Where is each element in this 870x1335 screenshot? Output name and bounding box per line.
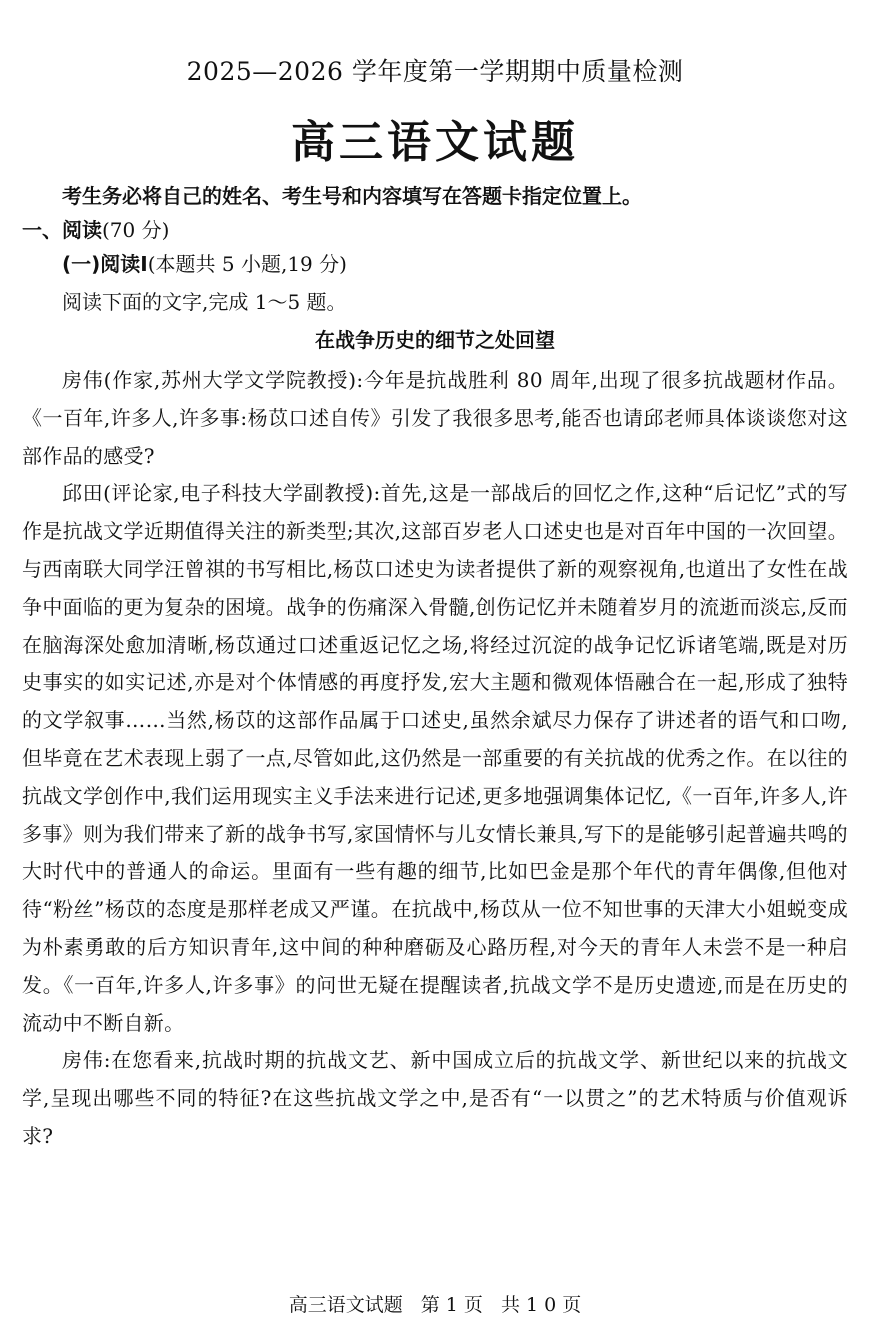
footer-exam-name: 高三语文试题 [288,1294,403,1316]
subsection-detail: (本题共 5 小题,19 分) [147,252,347,276]
reading-instruction: 阅读下面的文字,完成 1～5 题。 [62,290,347,314]
section-score: (70 分) [102,218,170,242]
subsection-heading [22,248,848,286]
footer-page-number: 第 1 页 [420,1294,483,1316]
article-title: 在战争历史的细节之处回望 [315,328,555,352]
footer-total-pages: 共 1 0 页 [500,1294,582,1316]
page-footer [0,1290,870,1317]
section-heading [22,214,848,248]
candidate-notice: 考生务必将自己的姓名、考生号和内容填写在答题卡指定位置上。 [62,184,642,208]
article-paragraph: 房伟:在您看来,抗战时期的抗战文艺、新中国成立后的抗战文学、新世纪以来的抗战文学,呈现出哪些不同的特征?在这些抗战文学之中,是否有“一以贯之”的艺术特质与价值观诉求? [22,1048,848,1148]
article-paragraph: 邱田(评论家,电子科技大学副教授):首先,这是一部战后的回忆之作,这种“后记忆”式的写作是抗战文学近期值得关注的新类型;其次,这部百岁老人口述史也是对百年中国的一次回望。与西南联大同学汪曾祺的书写相比,杨苡口述史为读者提供了新的观察视角,也道出了女性在战争中面临的更为复杂的困境。战争的伤痛深入骨髓,创伤记忆并未随着岁月的流逝而淡忘,反而在脑海深处愈加清晰,杨苡通过口述重返记忆之场,将经过沉淀的战争记忆诉诸笔端,既是对历史事实的如实记述,亦是对个体情感的再度抒发,宏大主题和微观体悟融合在一起,形成了独特的文学叙事……当然,杨苡的这部作品属于口述史,虽然余斌尽力保存了讲述者的语气和口吻,但毕竟在艺术表现上弱了一点,尽管如此,这仍然是一部重要的有关抗战的优秀之作。在以往的抗战文学创作中,我们运用现实主义手法来进行记述,更多地强调集体记忆,《一百年,许多人,许多事》则为我们带来了新的战争书写,家国情怀与儿女情长兼具,写下的是能够引起普遍共鸣的大时代中的普通人的命运。里面有一些有趣的细节,比如巴金是那个年代的青年偶像,但他对待“粉丝”杨苡的态度是那样老成又严谨。在抗战中,杨苡从一位不知世事的天津大小姐蜕变成为朴素勇敢的后方知识青年,这中间的种种磨砺及心路历程,对今天的青年人未尝不是一种启发。《一百年,许多人,许多事》的问世无疑在提醒读者,抗战文学不是历史遗迹,而是在历史的流动中不断自新。 [22,481,848,1035]
section-label: 一、阅读 [22,218,102,242]
exam-term-line: 2025—2026 学年度第一学期期中质量检测 [186,57,684,86]
exam-title: 高三语文试题 [291,117,579,168]
article-paragraph: 房伟(作家,苏州大学文学院教授):今年是抗战胜利 80 周年,出现了很多抗战题材作品。《一百年,许多人,许多事:杨苡口述自传》引发了我很多思考,能否也请邱老师具体谈谈您对这部作品的感受? [22,368,848,468]
subsection-label: (一)阅读Ⅰ [62,252,148,276]
